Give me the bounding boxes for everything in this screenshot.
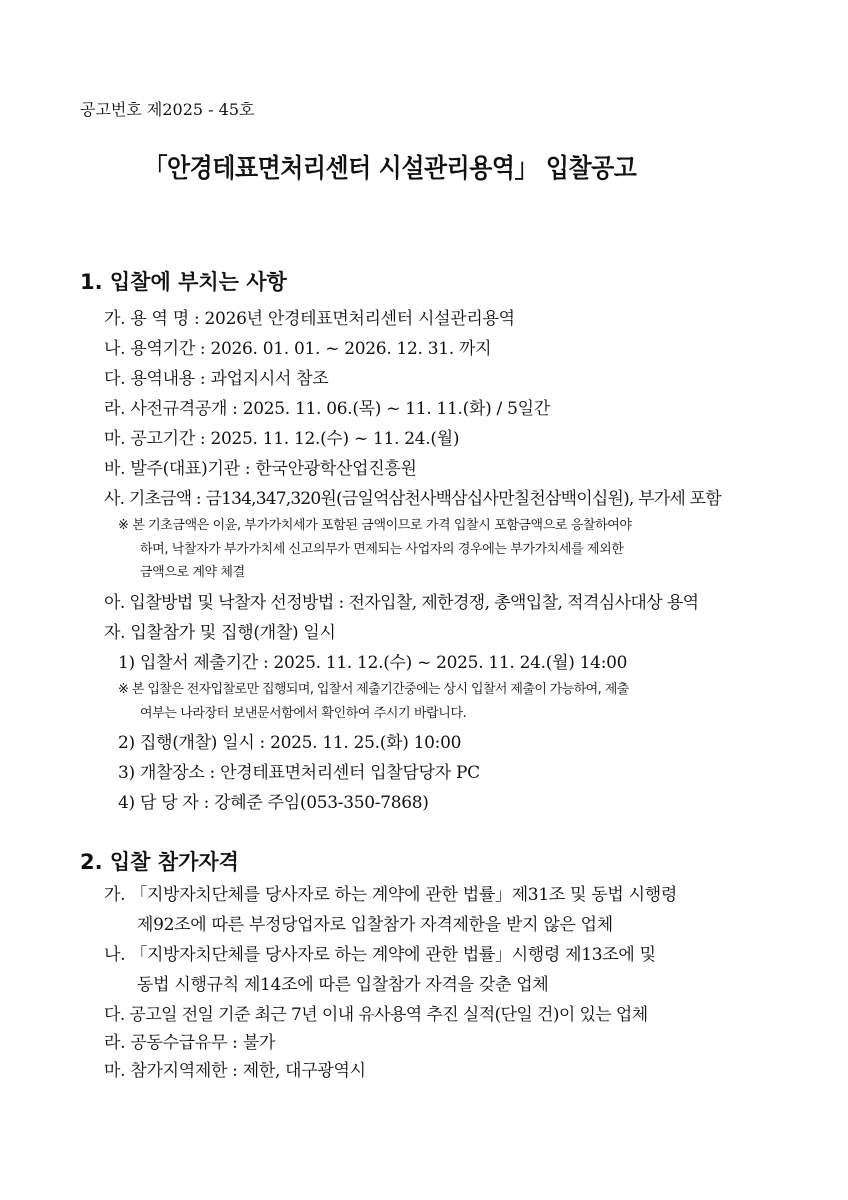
sub-submission-period: 1) 입찰서 제출기간 : 2025. 11. 12.(수) ~ 2025. 11. 24.(월) 14:00 [118,653,628,673]
item-notice-period: 마. 공고기간 : 2025. 11. 12.(수) ~ 11. 24.(월) [104,429,460,449]
page-title: 「안경테표면처리센터 시설관리용역」 입찰공고 [143,154,637,184]
note-base-amount-3: 금액으로 계약 체결 [140,565,245,580]
qual-item-2-line-1: 나. 「지방자치단체를 당사자로 하는 계약에 관한 법률」시행령 제13조에 및 [104,945,656,965]
item-bid-schedule: 자. 입찰참가 및 집행(개찰) 일시 [104,623,336,643]
item-service-content: 다. 용역내용 : 과업지시서 참조 [104,369,329,389]
sub-opening-datetime: 2) 집행(개찰) 일시 : 2025. 11. 25.(화) 10:00 [118,733,462,753]
qual-item-1-line-2: 제92조에 따른 부정당업자로 입찰참가 자격제한을 받지 않은 업체 [137,915,613,935]
item-ordering-agency: 바. 발주(대표)기관 : 한국안광학산업진흥원 [104,459,417,479]
section-1-heading: 1. 입찰에 부치는 사항 [80,270,287,294]
item-base-amount: 사. 기초금액 : 금134,347,320원(금일억삼천사백삼십사만칠천삼백이십원), 부가세 포함 [104,489,721,509]
sub-contact-person: 4) 담 당 자 : 강혜준 주임(053-350-7868) [118,793,429,813]
item-service-name: 가. 용 역 명 : 2026년 안경테표면처리센터 시설관리용역 [104,309,515,329]
section-2-heading: 2. 입찰 참가자격 [80,850,239,874]
note-base-amount-2: 하며, 낙찰자가 부가가치세 신고의무가 면제되는 사업자의 경우에는 부가가치세를 제외한 [140,542,624,557]
qual-item-3: 다. 공고일 전일 기준 최근 7년 이내 유사용역 추진 실적(단일 건)이 있는 업체 [104,1005,648,1025]
item-pre-spec: 라. 사전규격공개 : 2025. 11. 06.(목) ~ 11. 11.(화) / 5일간 [104,399,550,419]
note-base-amount-1: ※ 본 기초금액은 이윤, 부가가치세가 포함된 금액이므로 가격 입찰시 포함금액으로 응찰하여야 [118,518,632,533]
note-electronic-bid-1: ※ 본 입찰은 전자입찰로만 집행되며, 입찰서 제출기간중에는 상시 입찰서 제출이 가능하여, 제출 [118,682,629,697]
note-electronic-bid-2: 여부는 나라장터 보낸문서함에서 확인하여 주시기 바랍니다. [140,706,467,721]
qual-item-5: 마. 참가지역제한 : 제한, 대구광역시 [104,1061,366,1081]
qual-item-2-line-2: 동법 시행규칙 제14조에 따른 입찰참가 자격을 갖춘 업체 [137,975,549,995]
notice-number: 공고번호 제2025 - 45호 [80,100,255,119]
item-bid-method: 아. 입찰방법 및 낙찰자 선정방법 : 전자입찰, 제한경쟁, 총액입찰, 적격심사대상 용역 [104,593,699,613]
qual-item-1-line-1: 가. 「지방자치단체를 당사자로 하는 계약에 관한 법률」제31조 및 동법 시행령 [104,885,678,905]
sub-opening-place: 3) 개찰장소 : 안경테표면처리센터 입찰담당자 PC [118,763,480,783]
item-service-period: 나. 용역기간 : 2026. 01. 01. ~ 2026. 12. 31. 까지 [104,339,492,359]
qual-item-4: 라. 공동수급유무 : 불가 [104,1033,275,1053]
